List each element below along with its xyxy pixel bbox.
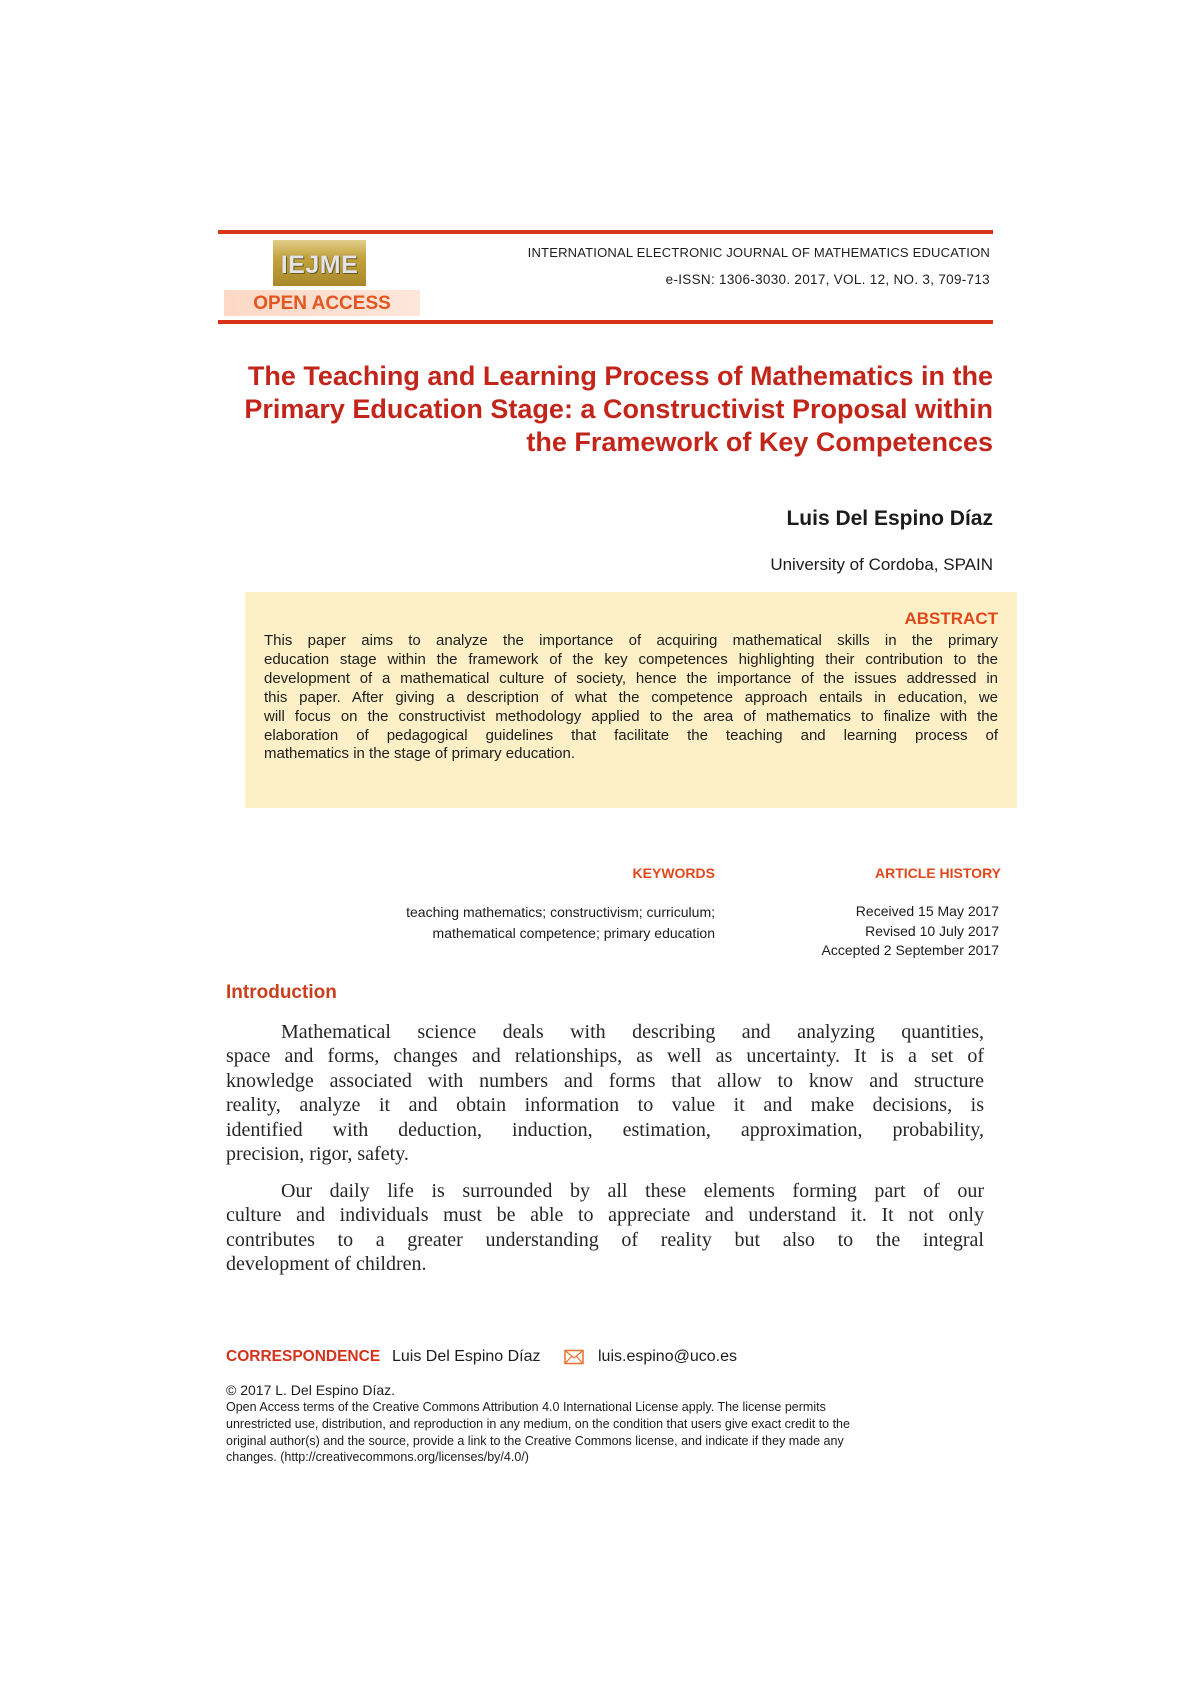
license-line: changes. (http://creativecommons.org/licenses/by/4.0/) [226, 1450, 529, 1465]
body-line: knowledge associated with numbers and forms that allow to know and structure [226, 1069, 984, 1092]
license-line: original author(s) and the source, provide a link to the Creative Commons license, and indicate if they made any [226, 1433, 844, 1448]
body-line: Mathematical science deals with describing and analyzing quantities, [281, 1021, 984, 1043]
abstract-line: development of a mathematical culture of society, hence the importance of the issues addressed in [264, 669, 998, 687]
journal-logo [273, 240, 366, 286]
abstract-line: mathematics in the stage of primary education. [264, 745, 575, 763]
header-top-rule [218, 230, 993, 234]
license-line: Open Access terms of the Creative Commons Attribution 4.0 International License apply. The license permits [226, 1400, 826, 1414]
abstract-heading: ABSTRACT [904, 609, 998, 628]
license-line: unrestricted use, distribution, and reproduction in any medium, on the condition that users give exact credit to the [226, 1416, 850, 1431]
history-revised: Revised 10 July 2017 [865, 922, 999, 939]
article-history-list [822, 902, 999, 961]
abstract-line: education stage within the framework of the key competences highlighting their contribution to the [264, 650, 998, 668]
abstract-line: elaboration of pedagogical guidelines that facilitate the teaching and learning process of [264, 726, 998, 744]
body-line: development of children. [226, 1253, 427, 1276]
body-line: contributes to a greater understanding of reality but also to the integral [226, 1228, 984, 1251]
author-affiliation: University of Cordoba, SPAIN [770, 555, 993, 574]
correspondence [226, 1346, 826, 1368]
body-paragraph [226, 1020, 984, 1167]
body-line: Our daily life is surrounded by all these elements forming part of our [281, 1179, 984, 1202]
correspondence-email: luis.espino@uco.es [598, 1348, 737, 1365]
correspondence-name: Luis Del Espino Díaz [392, 1348, 541, 1365]
title-line: Primary Education Stage: a Constructivist Proposal within [244, 394, 993, 424]
introduction-body [226, 1020, 984, 1277]
open-access-badge: OPEN ACCESS [224, 290, 420, 316]
correspondence-label: CORRESPONDENCE [226, 1348, 381, 1365]
abstract-box [245, 592, 1017, 808]
body-line: identified with deduction, induction, estimation, approximation, probability, [226, 1118, 984, 1141]
abstract-line: will focus on the constructivist methodology applied to the area of mathematics to finalize with the [264, 707, 998, 725]
copyright-notice: © 2017 L. Del Espino Díaz. [226, 1382, 396, 1398]
header-bottom-rule [218, 320, 993, 324]
history-received: Received 15 May 2017 [855, 903, 999, 919]
body-line: reality, analyze it and obtain information to value it and make decisions, is [226, 1094, 984, 1117]
abstract-line: this paper. After giving a description of what the competence approach entails in education, we [264, 688, 998, 706]
license-text [226, 1399, 1026, 1466]
author-name: Luis Del Espino Díaz [786, 507, 993, 530]
body-line: precision, rigor, safety. [226, 1143, 409, 1166]
title-line: the Framework of Key Competences [526, 427, 993, 457]
body-line: culture and individuals must be able to appreciate and understand it. It not only [226, 1204, 984, 1227]
keywords-heading: KEYWORDS [632, 865, 715, 881]
issn-line: e-ISSN: 1306-3030. 2017, VOL. 12, NO. 3, 709-713 [665, 272, 990, 287]
logo-text: IEJME [280, 251, 359, 279]
body-paragraph [226, 1179, 984, 1277]
journal-name: INTERNATIONAL ELECTRONIC JOURNAL OF MATHEMATICS EDUCATION [527, 245, 990, 260]
keywords-line: teaching mathematics; constructivism; curriculum; [406, 904, 715, 920]
body-line: space and forms, changes and relationships, as well as uncertainty. It is a set of [226, 1045, 984, 1068]
abstract-text [264, 632, 998, 764]
article-history-heading: ARTICLE HISTORY [874, 865, 1001, 881]
history-accepted: Accepted 2 September 2017 [821, 942, 999, 958]
envelope-icon [564, 1349, 584, 1365]
article-title [244, 360, 993, 459]
abstract-line: This paper aims to analyze the importance of acquiring mathematical skills in the primary [264, 632, 998, 649]
keywords-line: mathematical competence; primary education [432, 924, 715, 941]
title-line: The Teaching and Learning Process of Mathematics in the [247, 361, 993, 391]
introduction-heading: Introduction [226, 982, 337, 1003]
keywords-list [406, 902, 715, 943]
